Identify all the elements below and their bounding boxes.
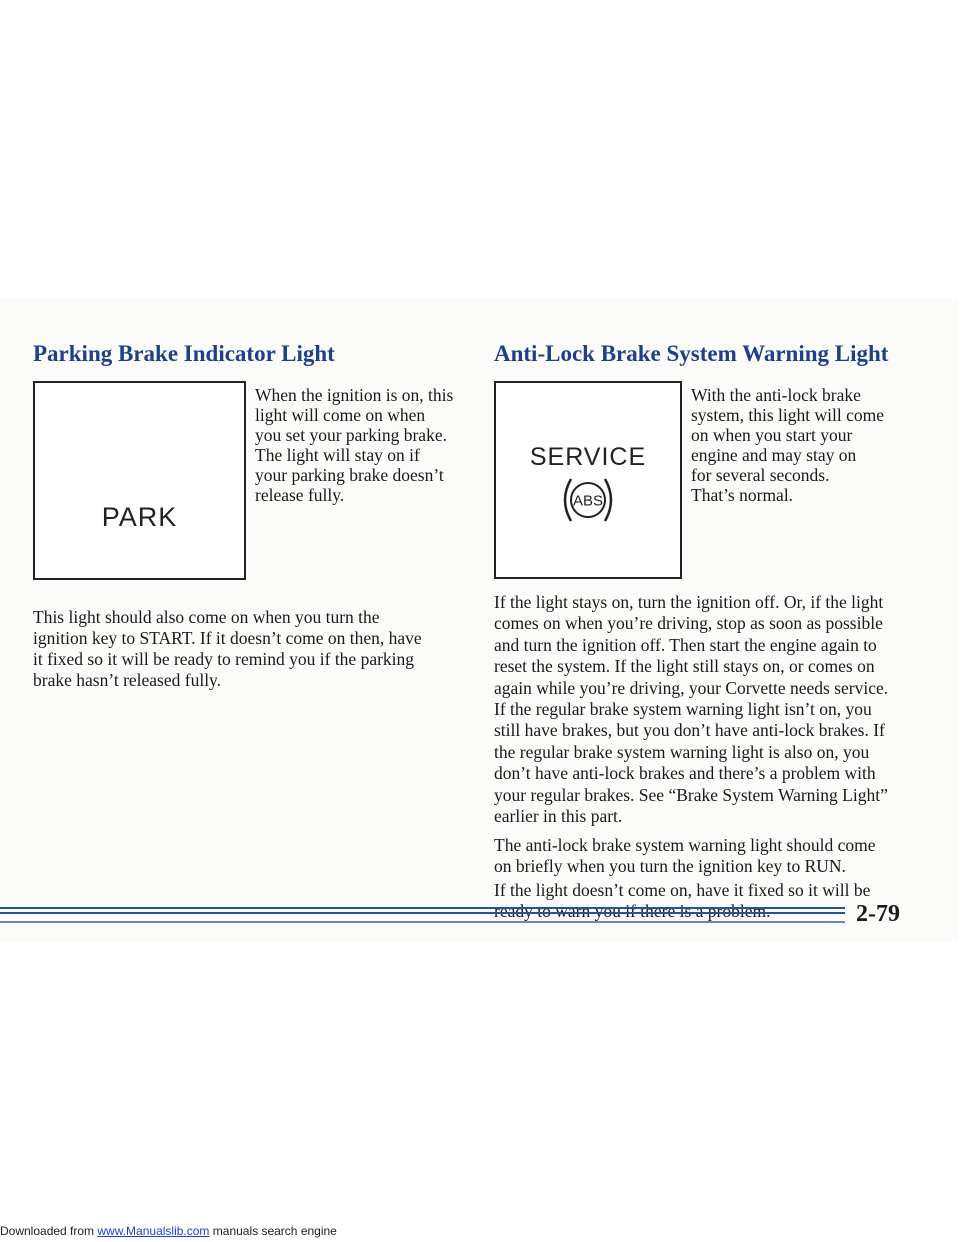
- abs-paragraph-2: [494, 835, 924, 878]
- paragraph-line: your regular brakes. See “Brake System Warning Light”: [494, 784, 888, 805]
- paragraph-line: don’t have anti-lock brakes and there’s a problem with: [494, 763, 876, 784]
- abs-circle-icon: [561, 475, 615, 525]
- footer-suffix: manuals search engine: [209, 1224, 337, 1238]
- side-text-line: for several seconds.: [691, 465, 830, 485]
- paragraph-line: reset the system. If the light still stays on, or comes on: [494, 656, 875, 677]
- service-indicator-label: SERVICE: [529, 443, 647, 471]
- paragraph-line: again while you’re driving, your Corvette needs service.: [494, 677, 889, 698]
- body-text-line: brake hasn’t released fully.: [33, 670, 222, 690]
- side-text-line: With the anti-lock brake: [691, 385, 861, 405]
- download-footer: [0, 1224, 337, 1238]
- abs-warning-heading: Anti-Lock Brake System Warning Light: [494, 341, 889, 366]
- parking-brake-heading: Parking Brake Indicator Light: [33, 341, 335, 366]
- paragraph-line: and turn the ignition off. Then start the engine again to: [494, 634, 877, 655]
- parking-brake-body-text: [33, 607, 453, 691]
- abs-side-text: [691, 385, 906, 505]
- abs-indicator-illustration: [494, 381, 682, 579]
- side-text-line: The light will stay on if: [255, 445, 420, 465]
- side-text-line: system, this light will come: [691, 405, 884, 425]
- paragraph-line: on briefly when you turn the ignition key to RUN.: [494, 856, 846, 877]
- footer-rule-top: [0, 907, 845, 909]
- body-text-line: ignition key to START. If it doesn’t come on then, have: [33, 628, 422, 648]
- footer-prefix: Downloaded from: [0, 1224, 98, 1238]
- body-text-line: This light should also come on when you turn the: [33, 607, 380, 627]
- abs-paragraph-1: [494, 592, 924, 827]
- side-text-line: engine and may stay on: [691, 445, 857, 465]
- side-text-line: your parking brake doesn’t: [255, 465, 444, 485]
- paragraph-line: comes on when you’re driving, stop as soon as possible: [494, 613, 883, 634]
- parking-brake-side-text: [255, 385, 460, 505]
- footer-rule-middle: [0, 912, 845, 914]
- park-indicator-illustration: [33, 381, 246, 580]
- side-text-line: When the ignition is on, this: [255, 385, 454, 405]
- abs-icon-text: ABS: [572, 492, 604, 510]
- park-indicator-label: PARK: [101, 502, 178, 532]
- side-text-line: That’s normal.: [691, 485, 794, 505]
- paragraph-line: earlier in this part.: [494, 806, 623, 827]
- paragraph-line: still have brakes, but you don’t have anti-lock brakes. If: [494, 720, 885, 741]
- paragraph-line: the regular brake system warning light is also on, you: [494, 741, 870, 762]
- paragraph-line: If the regular brake system warning light isn’t on, you: [494, 699, 872, 720]
- side-text-line: on when you start your: [691, 425, 853, 445]
- manualslib-link[interactable]: www.Manualslib.com: [97, 1224, 210, 1238]
- paragraph-line: The anti-lock brake system warning light should come: [494, 835, 876, 855]
- body-text-line: it fixed so it will be ready to remind you if the parking: [33, 649, 415, 669]
- side-text-line: you set your parking brake.: [255, 425, 447, 445]
- paragraph-line: If the light stays on, turn the ignition off. Or, if the light: [494, 592, 884, 612]
- side-text-line: light will come on when: [255, 405, 426, 425]
- side-text-line: release fully.: [255, 485, 345, 505]
- footer-rule-bottom: [0, 921, 845, 923]
- paragraph-line: If the light doesn’t come on, have it fixed so it will be: [494, 880, 871, 900]
- page-number: 2-79: [856, 901, 900, 927]
